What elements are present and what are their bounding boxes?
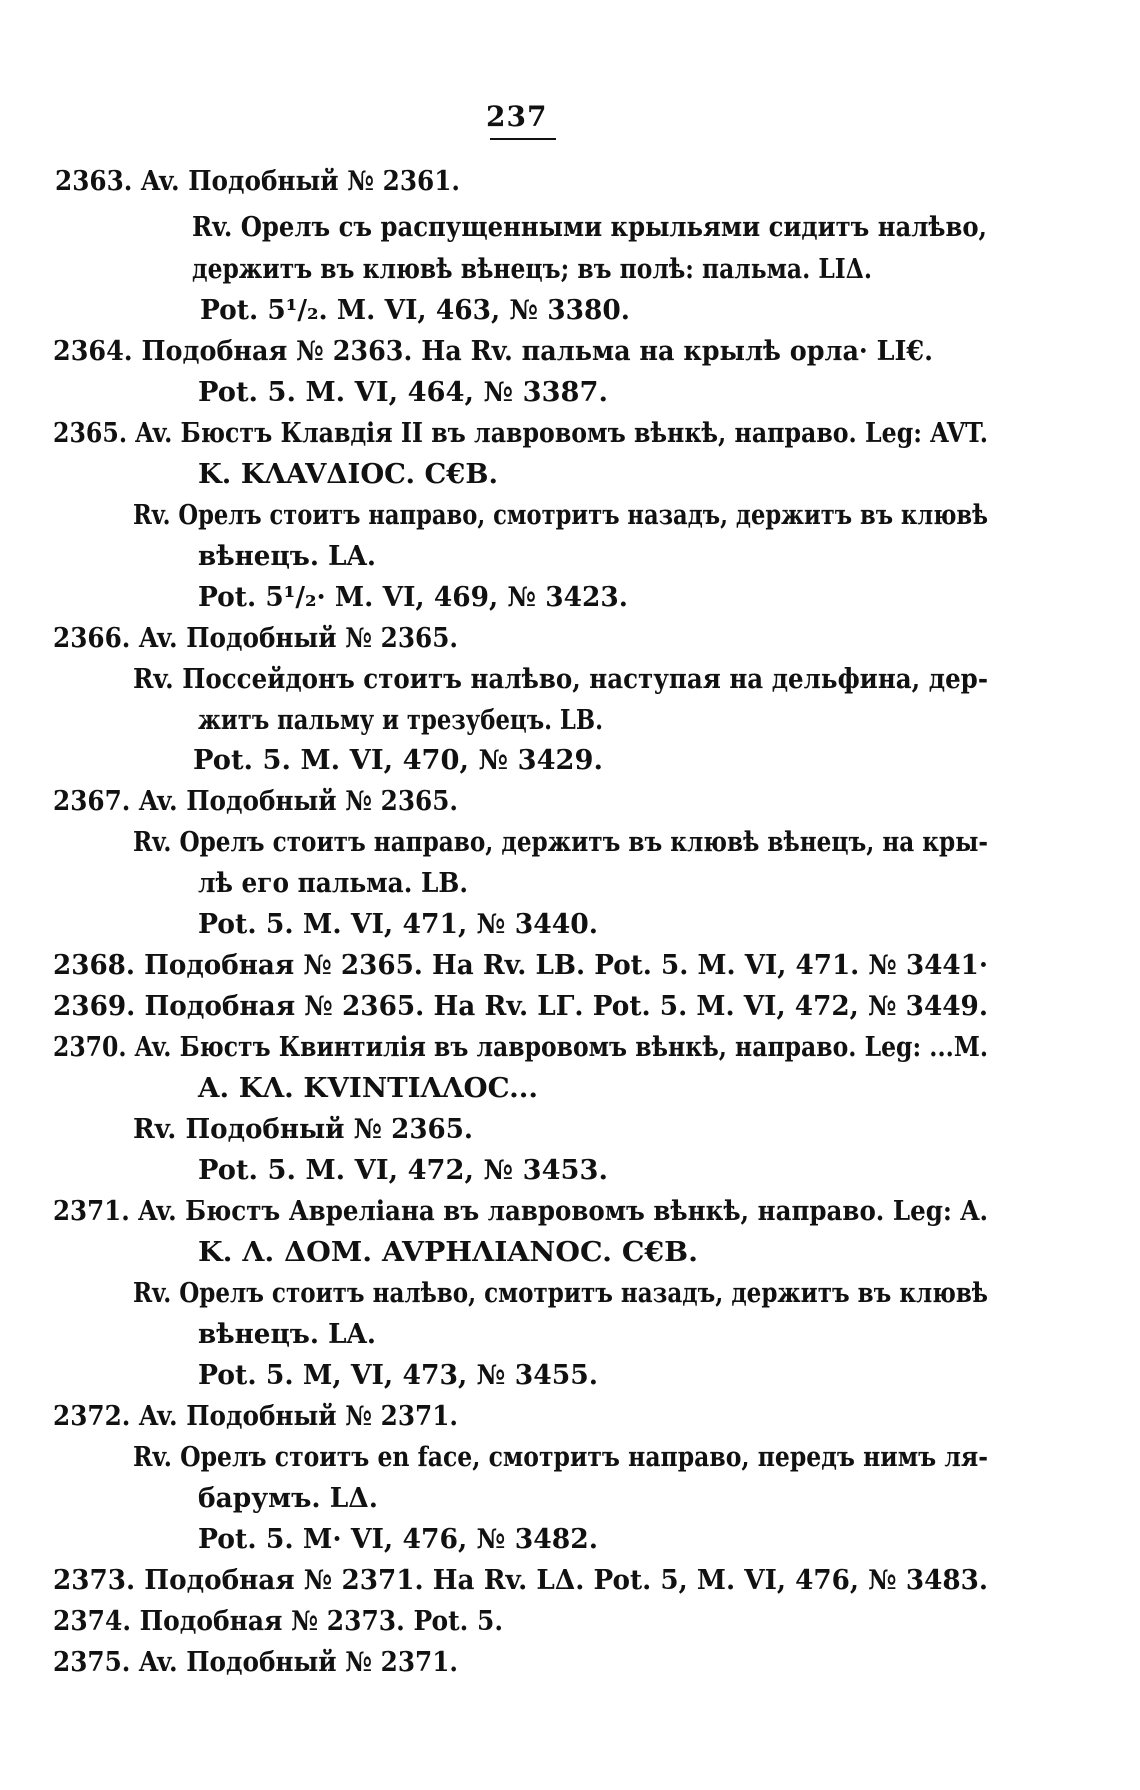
entry-2370-line: Pot. 5. M. VI, 472, № 3453. (198, 1155, 608, 1186)
entry-2370-line: Rv. Подобный № 2365. (133, 1114, 473, 1145)
entry-2368-line: 2368. Подобная № 2365. На Rv. LB. Pot. 5. M. VI, 471. № 3441· (53, 950, 988, 981)
entry-2366-line: Rv. Поссейдонъ стоитъ налѣво, наступая на дельфина, дер- (133, 664, 988, 695)
entry-2375-line: 2375. Av. Подобный № 2371. (53, 1647, 458, 1678)
entry-2363-line: держитъ въ клювѣ вѣнецъ; въ полѣ: пальма. LIΔ. (192, 254, 872, 285)
entry-2374-line: 2374. Подобная № 2373. Pot. 5. (53, 1606, 503, 1637)
entry-2370-line: A. KΛ. KVINTIΛΛOC... (198, 1073, 538, 1104)
entry-2366-line: Pot. 5. M. VI, 470, № 3429. (193, 745, 603, 776)
entry-2371-line: K. Λ. ΔOM. AVPHΛIANOC. C€B. (198, 1237, 698, 1268)
entry-2370-line: 2370. Av. Бюстъ Квинтилія въ лавровомъ вѣнкѣ, направо. Leg: ...M. (53, 1032, 988, 1063)
entry-2365-line: Rv. Орелъ стоитъ направо, смотритъ назадъ, держитъ въ клювѣ (133, 500, 988, 531)
entry-2372-line: Rv. Орелъ стоитъ en face, смотритъ направо, передъ нимъ ля- (133, 1442, 988, 1473)
entry-2369-line: 2369. Подобная № 2365. На Rv. LΓ. Pot. 5. M. VI, 472, № 3449. (53, 991, 988, 1022)
entry-2371-line: 2371. Av. Бюстъ Авреліана въ лавровомъ вѣнкѣ, направо. Leg: A. (53, 1196, 988, 1227)
page-number-rule (490, 138, 556, 140)
entry-2365-line: Pot. 5¹/₂· M. VI, 469, № 3423. (198, 582, 628, 613)
entry-2364-line: 2364. Подобная № 2363. На Rv. пальма на крылѣ орла· LI€. (53, 336, 933, 367)
entry-2365-line: вѣнецъ. LA. (198, 541, 376, 572)
entry-2371-line: Rv. Орелъ стоитъ налѣво, смотритъ назадъ, держитъ въ клювѣ (133, 1278, 988, 1309)
entry-2363-line: Rv. Орелъ съ распущенными крыльями сидитъ налѣво, (192, 212, 987, 243)
entry-2373-line: 2373. Подобная № 2371. На Rv. LΔ. Pot. 5, M. VI, 476, № 3483. (53, 1565, 988, 1596)
entry-2366-line: житъ пальму и трезубецъ. LB. (198, 705, 603, 736)
entry-2371-line: Pot. 5. M, VI, 473, № 3455. (198, 1360, 598, 1391)
entry-2363-line: 2363. Av. Подобный № 2361. (55, 166, 460, 197)
entry-2366-line: 2366. Av. Подобный № 2365. (53, 623, 458, 654)
entry-2371-line: вѣнецъ. LA. (198, 1319, 376, 1350)
entry-2365-line: 2365. Av. Бюстъ Клавдія II въ лавровомъ вѣнкѣ, направо. Leg: AVT. (53, 418, 988, 449)
entry-2363-line: Pot. 5¹/₂. M. VI, 463, № 3380. (200, 295, 630, 326)
entry-2372-line: 2372. Av. Подобный № 2371. (53, 1401, 458, 1432)
page-number: 237 (486, 100, 548, 133)
entry-2367-line: Pot. 5. M. VI, 471, № 3440. (198, 909, 598, 940)
entry-2367-line: 2367. Av. Подобный № 2365. (53, 786, 458, 817)
entry-2367-line: лѣ его пальма. LB. (198, 868, 468, 899)
entry-2364-line: Pot. 5. M. VI, 464, № 3387. (198, 377, 608, 408)
entry-2372-line: барумъ. LΔ. (198, 1483, 378, 1514)
entry-2372-line: Pot. 5. M· VI, 476, № 3482. (198, 1524, 598, 1555)
entry-2367-line: Rv. Орелъ стоитъ направо, держитъ въ клювѣ вѣнецъ, на кры- (133, 827, 988, 858)
entry-2365-line: K. KΛAVΔIOC. C€B. (198, 459, 498, 490)
